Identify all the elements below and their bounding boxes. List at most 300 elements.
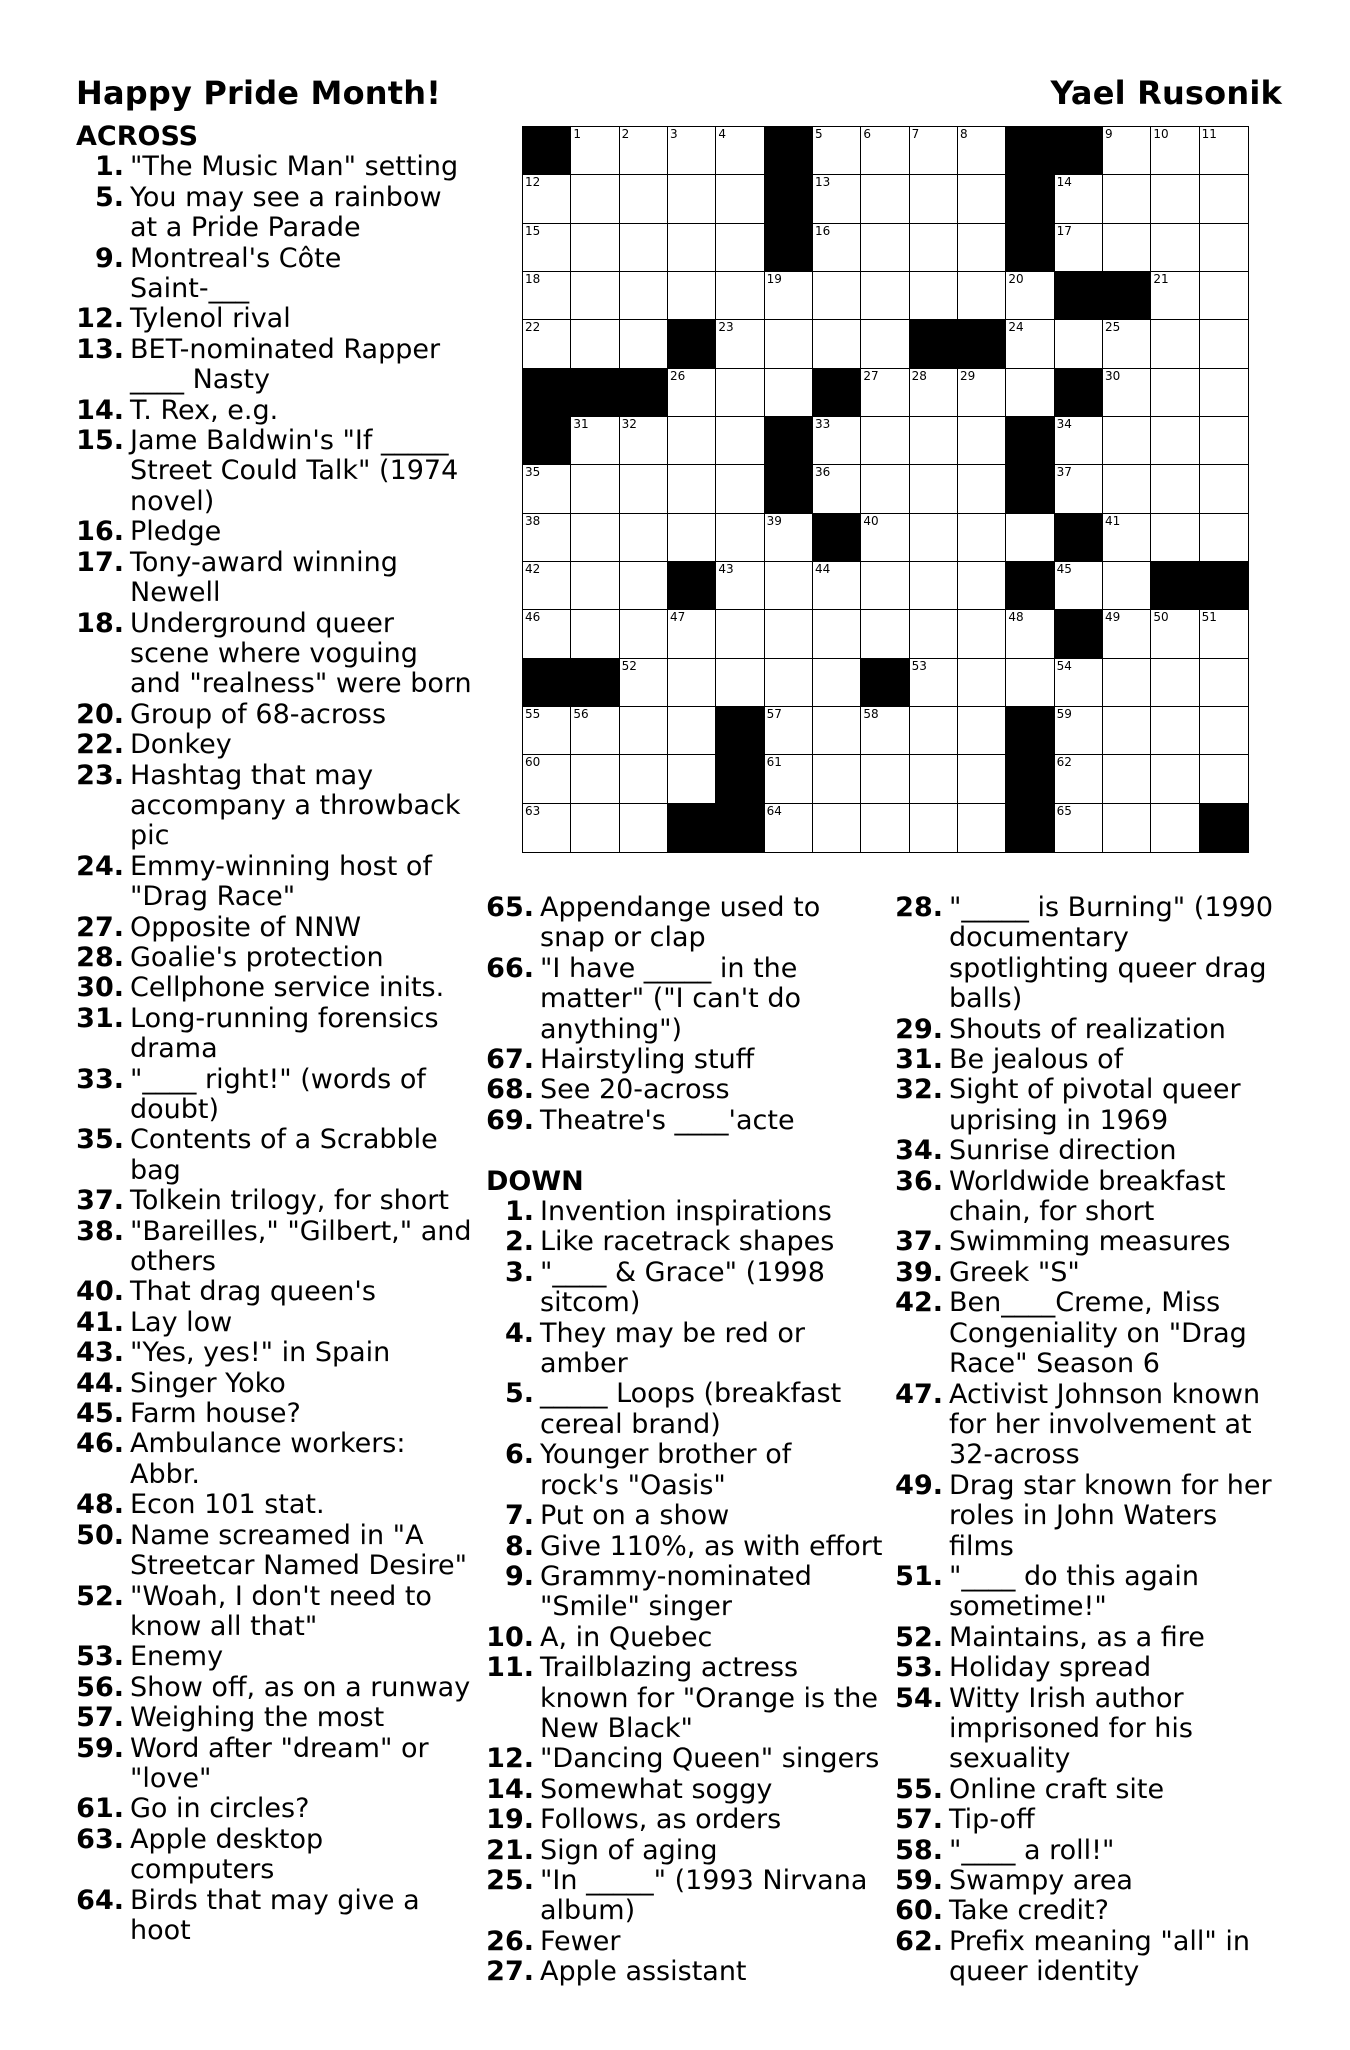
grid-cell[interactable] [958,562,1006,610]
clue-line: Show off, as on a runway [130,1671,471,1703]
clue-number: 7. [504,1500,534,1532]
grid-cell[interactable] [1151,514,1199,562]
grid-cell[interactable] [813,610,861,658]
clue-line: Hashtag that may [130,759,374,791]
grid-cell[interactable] [910,465,958,513]
grid-cell[interactable] [716,175,764,223]
grid-cell[interactable] [1151,320,1199,368]
grid-cell[interactable] [668,272,716,320]
clue-line: Opposite of NNW [130,911,362,943]
clue-text [949,1015,1295,1045]
grid-cell[interactable] [910,175,958,223]
grid-cell[interactable] [910,804,958,852]
clue-text [949,1836,1295,1866]
grid-cell[interactable] [1055,562,1103,610]
grid-cell[interactable] [571,224,619,272]
clue-text [540,1805,886,1835]
clue-number: 48. [76,1489,124,1521]
grid-cell[interactable] [1200,127,1248,175]
grid-cell[interactable] [668,175,716,223]
grid-cell[interactable] [1055,175,1103,223]
clue-item [76,609,472,700]
grid-cell[interactable] [1151,369,1199,417]
grid-cell[interactable] [1055,465,1103,513]
grid-cell[interactable] [861,562,909,610]
grid-cell[interactable] [523,175,571,223]
grid-cell[interactable] [910,610,958,658]
clue-line: Prefix meaning "all" in [949,1925,1250,1957]
grid-cell[interactable] [1151,175,1199,223]
grid-cell[interactable] [1103,610,1151,658]
clue-item [76,396,472,426]
grid-cell[interactable] [523,804,571,852]
grid-cell[interactable] [620,127,668,175]
clue-item [76,548,472,609]
grid-cell[interactable] [523,562,571,610]
clue-item [76,761,472,852]
grid-cell[interactable] [958,175,1006,223]
grid-cell[interactable] [1151,272,1199,320]
grid-cell[interactable] [958,272,1006,320]
clue-line: cereal brand) [540,1408,721,1440]
grid-block [1055,610,1103,658]
grid-cell[interactable] [765,755,813,803]
clue-line: Give 110%, as with effort [540,1530,883,1562]
clue-line: Swimming measures [949,1226,1231,1258]
grid-cell[interactable] [1103,707,1151,755]
grid-cell[interactable] [1200,755,1248,803]
grid-cell[interactable] [861,320,909,368]
grid-cell[interactable] [620,465,668,513]
clue-item [895,1136,1295,1166]
grid-cell[interactable] [861,369,909,417]
clue-line: Contents of a Scrabble [130,1124,438,1156]
clue-item [895,1836,1295,1866]
grid-cell[interactable] [1103,224,1151,272]
grid-cell[interactable] [813,562,861,610]
clue-line: "Bareilles," "Gilbert," and [130,1215,472,1247]
grid-cell[interactable] [1055,804,1103,852]
grid-cell[interactable] [668,127,716,175]
grid-block [1055,514,1103,562]
grid-cell[interactable] [1151,659,1199,707]
grid-cell[interactable] [620,224,668,272]
clue-line: documentary [949,922,1129,954]
grid-cell[interactable] [571,320,619,368]
grid-block [1006,707,1054,755]
grid-cell[interactable] [765,272,813,320]
grid-cell[interactable] [1006,272,1054,320]
clue-number: 65. [486,892,534,923]
grid-cell[interactable] [1103,369,1151,417]
clue-number: 40. [76,1276,124,1308]
grid-cell[interactable] [571,127,619,175]
grid-cell[interactable] [1200,224,1248,272]
grid-cell[interactable] [958,659,1006,707]
grid-cell[interactable] [620,755,668,803]
grid-cell[interactable] [861,224,909,272]
grid-cell[interactable] [765,804,813,852]
grid-cell[interactable] [861,707,909,755]
clue-number: 28. [895,892,943,923]
grid-cell[interactable] [765,659,813,707]
grid-cell[interactable] [910,755,958,803]
clue-text [949,1866,1295,1896]
grid-block [958,320,1006,368]
grid-cell[interactable] [668,514,716,562]
grid-cell[interactable] [765,610,813,658]
grid-cell[interactable] [765,320,813,368]
grid-cell[interactable] [571,707,619,755]
grid-cell[interactable] [1055,659,1103,707]
cell-number: 62 [1056,755,1072,770]
grid-cell[interactable] [1103,562,1151,610]
clues-column-1 [76,122,472,1946]
grid-cell[interactable] [1151,417,1199,465]
grid-cell[interactable] [958,707,1006,755]
clue-line: imprisoned for his [949,1712,1193,1744]
clue-text [949,1562,1295,1623]
grid-cell[interactable] [910,272,958,320]
grid-cell[interactable] [620,272,668,320]
grid-cell[interactable] [1103,755,1151,803]
grid-cell[interactable] [1200,659,1248,707]
grid-cell[interactable] [765,369,813,417]
grid-block [620,369,668,417]
grid-cell[interactable] [813,659,861,707]
clue-number: 52. [76,1580,124,1612]
clues-column-3 [895,893,1295,1988]
grid-cell[interactable] [1103,514,1151,562]
grid-cell[interactable] [716,320,764,368]
grid-cell[interactable] [668,224,716,272]
clue-item [895,1866,1295,1896]
clue-item [76,1004,472,1065]
grid-cell[interactable] [910,127,958,175]
grid-cell[interactable] [813,320,861,368]
grid-cell[interactable] [1006,369,1054,417]
clue-line: "Smile" singer [540,1591,733,1623]
clue-number: 64. [76,1884,124,1916]
grid-cell[interactable] [571,804,619,852]
clue-item [486,893,886,954]
grid-cell[interactable] [910,707,958,755]
grid-cell[interactable] [1200,417,1248,465]
cell-number: 51 [1201,610,1217,625]
grid-cell[interactable] [620,320,668,368]
grid-cell[interactable] [668,707,716,755]
grid-cell[interactable] [620,562,668,610]
clue-number: 54. [895,1682,943,1714]
clue-line: Name screamed in "A [130,1519,424,1551]
clue-number: 39. [895,1256,943,1288]
grid-cell[interactable] [861,175,909,223]
clue-line: Emmy-winning host of [130,850,432,882]
cell-number: 44 [814,561,831,576]
grid-cell[interactable] [910,417,958,465]
grid-cell[interactable] [571,755,619,803]
clue-number: 18. [76,607,124,639]
clue-line: anything") [540,1013,683,1045]
grid-cell[interactable] [1006,610,1054,658]
clue-item [76,1369,472,1399]
grid-cell[interactable] [716,514,764,562]
clue-line: Group of 68-across [130,698,387,730]
grid-cell[interactable] [813,465,861,513]
clue-number: 26. [486,1925,534,1957]
grid-cell[interactable] [861,514,909,562]
grid-cell[interactable] [620,175,668,223]
grid-cell[interactable] [1055,755,1103,803]
grid-cell[interactable] [1200,272,1248,320]
clue-number: 5. [94,181,124,213]
grid-cell[interactable] [523,465,571,513]
grid-cell[interactable] [523,320,571,368]
grid-cell[interactable] [861,755,909,803]
clue-item [486,1836,886,1866]
clue-item [76,244,472,305]
grid-cell[interactable] [571,514,619,562]
grid-cell[interactable] [620,610,668,658]
grid-cell[interactable] [861,417,909,465]
clue-line: pic [130,820,170,852]
cell-number: 64 [766,803,782,818]
grid-cell[interactable] [716,417,764,465]
clue-line: "Dancing Queen" singers [540,1743,880,1775]
grid-cell[interactable] [716,272,764,320]
clue-line: BET-nominated Rapper [130,333,441,365]
clue-number: 9. [94,242,124,274]
grid-cell[interactable] [716,224,764,272]
clue-number: 43. [76,1337,124,1369]
grid-cell[interactable] [958,804,1006,852]
grid-cell[interactable] [571,562,619,610]
clue-item [76,852,472,913]
grid-cell[interactable] [716,369,764,417]
clue-number: 41. [76,1306,124,1338]
clue-text [949,1805,1295,1835]
grid-cell[interactable] [1151,610,1199,658]
grid-cell[interactable] [668,465,716,513]
cell-number: 29 [959,368,976,383]
grid-cell[interactable] [861,272,909,320]
grid-cell[interactable] [1200,514,1248,562]
clue-line: Apple desktop [130,1823,324,1855]
grid-cell[interactable] [716,610,764,658]
grid-cell[interactable] [813,224,861,272]
clue-number: 3. [504,1256,534,1288]
grid-cell[interactable] [571,175,619,223]
clue-line: Econ 101 stat. [130,1489,325,1521]
grid-cell[interactable] [861,804,909,852]
grid-cell[interactable] [571,610,619,658]
grid-cell[interactable] [958,514,1006,562]
grid-cell[interactable] [1151,127,1199,175]
clue-item [76,335,472,396]
grid-cell[interactable] [1103,175,1151,223]
clue-item [76,1825,472,1886]
grid-cell[interactable] [910,562,958,610]
grid-cell[interactable] [861,610,909,658]
grid-cell[interactable] [668,610,716,658]
grid-cell[interactable] [1103,659,1151,707]
clue-line: Put on a show [540,1500,730,1532]
grid-cell[interactable] [523,224,571,272]
cell-number: 37 [1056,465,1072,480]
clue-item [486,1957,886,1987]
grid-cell[interactable] [813,272,861,320]
grid-cell[interactable] [958,127,1006,175]
clue-text [130,761,472,852]
grid-cell[interactable] [1055,707,1103,755]
grid-cell[interactable] [958,369,1006,417]
grid-cell[interactable] [813,175,861,223]
clue-line: Goalie's protection [130,941,384,973]
clue-number: 1. [94,151,124,183]
grid-cell[interactable] [716,659,764,707]
grid-cell[interactable] [620,804,668,852]
grid-cell[interactable] [523,610,571,658]
clue-line: Theatre's ____'acte [540,1104,795,1136]
grid-cell[interactable] [1055,224,1103,272]
cell-number: 58 [863,706,879,721]
clue-text [540,1227,886,1257]
grid-cell[interactable] [1103,417,1151,465]
grid-cell[interactable] [1055,417,1103,465]
clue-line: Birds that may give a [130,1884,420,1916]
grid-cell[interactable] [668,659,716,707]
clue-item [486,1227,886,1257]
grid-cell[interactable] [813,707,861,755]
grid-cell[interactable] [1200,465,1248,513]
grid-cell[interactable] [958,224,1006,272]
grid-cell[interactable] [1103,804,1151,852]
cell-number: 43 [718,561,734,576]
grid-cell[interactable] [1200,707,1248,755]
grid-cell[interactable] [1103,127,1151,175]
grid-cell[interactable] [523,707,571,755]
grid-block [1006,127,1054,175]
grid-cell[interactable] [716,465,764,513]
clue-text [540,1379,886,1440]
grid-cell[interactable] [1200,175,1248,223]
grid-cell[interactable] [861,465,909,513]
clue-item [76,1521,472,1582]
grid-cell[interactable] [571,272,619,320]
grid-cell[interactable] [861,127,909,175]
grid-cell[interactable] [571,465,619,513]
cell-number: 42 [525,561,541,576]
clue-line: Street Could Talk" (1974 [130,455,459,487]
grid-cell[interactable] [813,417,861,465]
clue-number: 53. [895,1652,943,1684]
clue-number: 5. [504,1378,534,1410]
grid-cell[interactable] [523,755,571,803]
clue-line: spotlighting queer drag [949,952,1267,984]
grid-cell[interactable] [1006,514,1054,562]
grid-cell[interactable] [813,755,861,803]
grid-cell[interactable] [1151,804,1199,852]
clue-line: Sunrise direction [949,1135,1177,1167]
cell-number: 33 [814,416,831,431]
grid-cell[interactable] [765,562,813,610]
clue-number: 38. [76,1215,124,1247]
clue-item [486,1744,886,1774]
cell-number: 19 [766,271,782,286]
clue-item [895,1015,1295,1045]
clue-line: Jame Baldwin's "If _____ [130,425,449,457]
grid-cell[interactable] [910,659,958,707]
clue-line: Ambulance workers: [130,1428,406,1460]
grid-cell[interactable] [1151,224,1199,272]
grid-block [571,659,619,707]
clue-item [895,1227,1295,1257]
clue-line: scene where voguing [130,637,418,669]
grid-cell[interactable] [716,127,764,175]
cell-number: 63 [525,803,541,818]
grid-cell[interactable] [668,417,716,465]
grid-cell[interactable] [1151,755,1199,803]
grid-cell[interactable] [910,224,958,272]
grid-cell[interactable] [765,707,813,755]
clue-number: 61. [76,1793,124,1825]
grid-cell[interactable] [1200,610,1248,658]
grid-cell[interactable] [716,562,764,610]
clue-number: 30. [76,972,124,1004]
clue-line: Take credit? [949,1895,1109,1927]
grid-cell[interactable] [1200,369,1248,417]
clue-item [76,1065,472,1126]
grid-cell[interactable] [958,755,1006,803]
grid-cell[interactable] [1006,320,1054,368]
clue-line: Hairstyling stuff [540,1044,755,1076]
clue-number: 37. [895,1226,943,1258]
grid-cell[interactable] [1200,320,1248,368]
clue-text [949,1927,1295,1988]
clue-text [130,1369,472,1399]
grid-cell[interactable] [620,417,668,465]
grid-cell[interactable] [620,707,668,755]
grid-block [571,369,619,417]
cell-number: 16 [814,223,831,238]
grid-cell[interactable] [1103,465,1151,513]
grid-cell[interactable] [958,465,1006,513]
grid-cell[interactable] [813,804,861,852]
grid-cell[interactable] [910,514,958,562]
grid-cell[interactable] [813,127,861,175]
grid-cell[interactable] [620,659,668,707]
grid-cell[interactable] [523,514,571,562]
grid-cell[interactable] [1006,659,1054,707]
grid-cell[interactable] [958,610,1006,658]
grid-cell[interactable] [523,272,571,320]
clue-line: Swampy area [949,1865,1133,1896]
grid-cell[interactable] [1055,320,1103,368]
grid-cell[interactable] [1151,707,1199,755]
grid-cell[interactable] [958,417,1006,465]
grid-cell[interactable] [620,514,668,562]
grid-cell[interactable] [765,514,813,562]
grid-cell[interactable] [571,417,619,465]
clue-line: computers [130,1854,275,1886]
grid-cell[interactable] [1103,320,1151,368]
grid-cell[interactable] [1151,465,1199,513]
grid-block [668,804,716,852]
grid-cell[interactable] [668,755,716,803]
grid-cell[interactable] [668,369,716,417]
grid-cell[interactable] [910,369,958,417]
clue-line: Farm house? [130,1398,301,1430]
